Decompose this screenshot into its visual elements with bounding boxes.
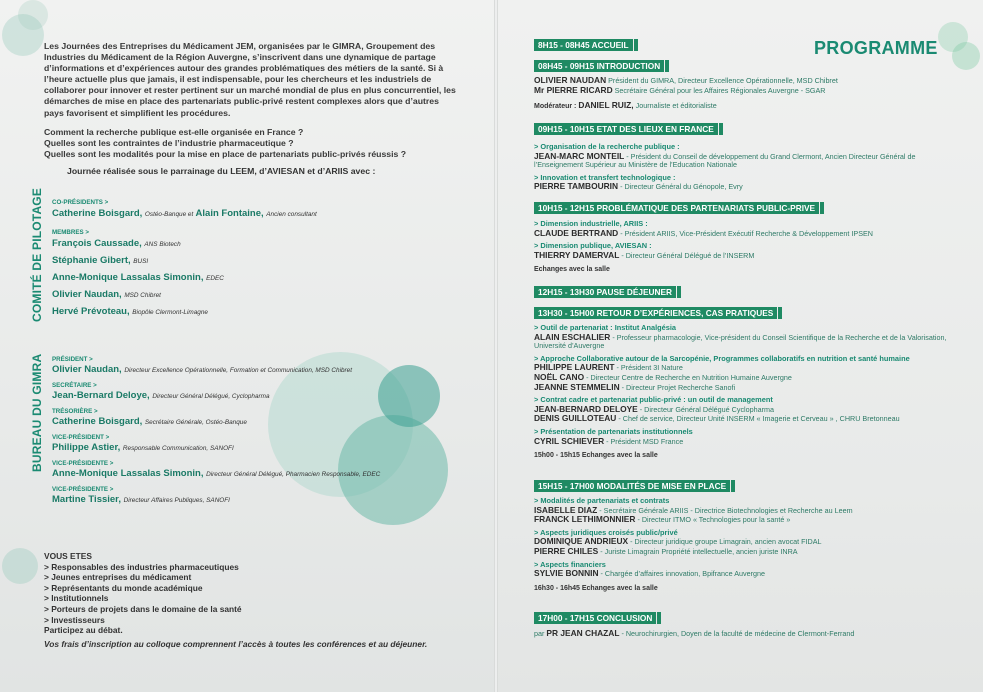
intro-questions [44, 127, 406, 160]
role-label: VICE-PRÉSIDENTE > [52, 486, 114, 493]
person-name: Alain Fontaine, [195, 208, 264, 219]
moderator-label: Modérateur : [534, 103, 577, 111]
audience-item: > Jeunes entreprises du médicament [44, 572, 192, 583]
programme-title: PROGRAMME [814, 38, 938, 58]
speaker-name: PR JEAN CHAZAL [546, 628, 620, 638]
person-line [52, 270, 472, 287]
conclusion-block [534, 629, 954, 639]
speaker-line [534, 86, 954, 96]
speaker-line [534, 515, 954, 525]
person-desc: Directeur Affaires Publiques, SANOFI [123, 497, 230, 504]
person-name: Hervé Prévoteau, [52, 306, 130, 317]
person-name: Anne-Monique Lassalas Simonin, [52, 468, 204, 479]
person-line [52, 206, 472, 223]
person-desc: ANS Biotech [144, 241, 181, 248]
speaker-name: CLAUDE BERTRAND [534, 227, 619, 238]
speaker-name: ALAIN ESCHALIER [534, 331, 611, 342]
person-name: Jean-Bernard Deloye, [52, 390, 150, 401]
speaker-line [534, 629, 954, 639]
audience-item: > Institutionnels [44, 593, 109, 604]
person-line [52, 493, 472, 507]
role-label: SECRÉTAIRE > [52, 382, 97, 389]
speaker-name: NOËL CANO [534, 371, 585, 382]
speaker-line [534, 363, 954, 373]
speaker-name: DANIEL RUIZ, [578, 100, 634, 111]
speaker-line [534, 547, 954, 557]
speaker-name: SYLVIE BONNIN [534, 568, 599, 579]
speaker-name: OLIVIER NAUDAN [534, 75, 607, 85]
person-name: Olivier Naudan, [52, 364, 122, 375]
page-fold [494, 0, 498, 692]
problematique-block [534, 220, 954, 275]
speaker-name: THIERRY DAMERVAL [534, 249, 620, 260]
decor-circle [952, 42, 980, 70]
slot-problematique: 10H15 - 12H15 PROBLÉMATIQUE DES PARTENARIATS PUBLIC-PRIVE [534, 202, 819, 214]
exchange-note: 15h00 - 15h15 Echanges avec la salle [534, 452, 658, 460]
role-label: VICE-PRÉSIDENTE > [52, 460, 114, 467]
speaker-name: PIERRE CHILES [534, 545, 599, 556]
gimra-label: BUREAU DU GIMRA [30, 353, 44, 472]
person-line [52, 253, 472, 270]
audience-section [44, 551, 427, 649]
topic-label: > Approche Collaborative autour de la Sarcopénie, Programmes collaboratifs en nutrition et santé humaine [534, 353, 910, 363]
exchange-note: Echanges avec la salle [534, 266, 610, 274]
audience-item: > Investisseurs [44, 614, 105, 625]
topic-label: > Présentation de partenariats institutionnels [534, 426, 693, 436]
person-line [52, 415, 472, 429]
pilotage-label: COMITÉ DE PILOTAGE [30, 187, 44, 322]
speaker-desc: - Président MSD France [606, 436, 684, 446]
slot-introduction: 08H45 - 09H15 INTRODUCTION [534, 60, 664, 72]
moderator-line [534, 101, 954, 112]
speaker-name: CYRIL SCHIEVER [534, 435, 605, 446]
speaker-name: DENIS GUILLOTEAU [534, 413, 617, 424]
speaker-desc: - Directeur Général du Génopole, Evry [620, 182, 743, 192]
person-desc: EDEC [206, 275, 224, 282]
person-desc: MSD Chibret [124, 292, 161, 299]
slot-conclusion: 17H00 - 17H15 CONCLUSION [534, 612, 656, 624]
speaker-desc: Journaliste et éditorialiste [635, 101, 717, 111]
speaker-line [534, 152, 954, 170]
topic-label: > Organisation de la recherche publique : [534, 142, 680, 151]
topic-label: > Aspects financiers [534, 559, 606, 569]
speaker-name: DOMINIQUE ANDRIEUX [534, 536, 629, 547]
person-name: Catherine Boisgard, [52, 208, 143, 219]
audience-item: > Représentants du monde académique [44, 582, 203, 593]
person-name: Philippe Astier, [52, 442, 121, 453]
audience-item: > Porteurs de projets dans le domaine de la santé [44, 603, 242, 614]
person-line [52, 236, 472, 253]
speaker-desc: - Directeur Projet Recherche Sanofi [621, 382, 736, 392]
audience-cta: Participez au débat. [44, 625, 123, 636]
speaker-line [534, 437, 954, 447]
speaker-desc: - Professeur pharmacologie, Vice-président du Conseil Scientifique de la Recherche et de la Valorisation, Université d’Auvergne [534, 332, 947, 351]
speaker-line [534, 383, 954, 393]
speaker-desc: - Président ARIIS, Vice-Président Exécutif Recherche & Développement IPSEN [620, 228, 873, 238]
person-desc: Ancien consultant [266, 211, 317, 218]
audience-item: > Responsables des industries pharmaceutiques [44, 561, 239, 572]
slot-retour: 13H30 - 15H00 RETOUR D’EXPÉRIENCES, CAS PRATIQUES [534, 307, 777, 319]
speaker-desc: - Directeur ITMO « Technologies pour la santé » [637, 515, 791, 525]
question: Quelles sont les modalités pour la mise en place de partenariats public-privés réussis ? [44, 149, 407, 159]
speaker-desc: - Directeur juridique groupe Limagrain, ancien avocat FIDAL [630, 537, 822, 547]
speaker-name: JEAN-MARC MONTEIL [534, 150, 625, 161]
person-name: Catherine Boisgard, [52, 416, 143, 427]
person-desc: Directeur Général Délégué, Cyclopharma [152, 393, 270, 400]
speaker-desc: - Juriste Limagrain Propriété intellectuelle, ancien juriste INRA [600, 546, 798, 556]
speaker-name: ISABELLE DIAZ [534, 504, 598, 515]
person-line [52, 441, 472, 455]
modalites-block [534, 497, 954, 593]
speaker-line [534, 251, 954, 261]
topic-label: > Aspects juridiques croisés public/privé [534, 527, 678, 537]
decor-circle [2, 548, 38, 584]
speaker-desc: - Chef de service, Directeur Unité INSERM « Imagerie et Cerveau » , CHRU Bretonneau [618, 414, 900, 424]
speaker-desc: - Directeur Général Délégué de l’INSERM [621, 250, 755, 260]
speaker-line [534, 182, 954, 192]
question: Quelles sont les contraintes de l’industrie pharmaceutique ? [44, 138, 294, 148]
person-name: Olivier Naudan, [52, 289, 122, 300]
topic-label: > Innovation et transfert technologique : [534, 172, 676, 182]
speaker-name: PIERRE TAMBOURIN [534, 181, 619, 192]
speaker-desc: - Neurochirurgien, Doyen de la faculté de médecine de Clermont-Ferrand [621, 629, 855, 638]
intro-text: Les Journées des Entreprises du Médicament JEM, organisées par le GIMRA, Groupement des Industries du Médicament de la Région Auvergne, s’inscrivent dans une dynamique de partage d’informations et d’expériences autour des grandes problématiques des métiers de la santé. Si à l’heure actuelle plus que jamais, il est indispensable, pour les chercheurs et les industriels de collaborer pour innover et rester pertinent sur un marché mondial de plus en plus concurrentiel, les démarches de mise en place des partenariats public-privé restent complexes alors que d’autres pays favorisent et simplifient les procédures. [44, 41, 456, 118]
topic-label: > Dimension industrielle, ARIIS : [534, 219, 648, 228]
speaker-line [534, 414, 954, 424]
pilotage-committee [52, 196, 472, 321]
topic-label: > Contrat cadre et partenariat public-privé : un outil de management [534, 395, 773, 405]
decor-circle [18, 0, 48, 30]
retour-block [534, 324, 954, 461]
speaker-name: PHILIPPE LAURENT [534, 362, 615, 373]
speaker-line [534, 569, 954, 579]
question: Comment la recherche publique est-elle organisée en France ? [44, 127, 304, 137]
role-label: VICE-PRÉSIDENT > [52, 434, 110, 441]
person-desc: Directeur Excellence Opérationnelle, Formation et Communication, MSD Chibret [124, 367, 353, 374]
person-desc: Directeur Général Délégué, Pharmacien Responsable, EDEC [206, 471, 381, 478]
introduction-block [534, 76, 954, 112]
speaker-name: FRANCK LETHIMONNIER [534, 514, 636, 525]
topic-label: > Dimension publique, AVIESAN : [534, 241, 652, 251]
speaker-desc: - Président 3I Nature [616, 363, 683, 373]
exchange-note: 16h30 - 16h45 Echanges avec la salle [534, 584, 658, 592]
role-label: TRÉSORIÈRE > [52, 408, 98, 415]
speaker-name: Mr PIERRE RICARD [534, 84, 613, 95]
gimra-board [52, 353, 472, 512]
audience-note: Vos frais d’inscription au colloque comprennent l’accès à toutes les conférences et au déjeuner. [44, 638, 428, 649]
person-desc: Secrétaire Générale, Ostéo-Banque [144, 419, 247, 426]
role-label: PRÉSIDENT > [52, 356, 93, 363]
etat-block [534, 143, 954, 192]
topic-label: > Modalités de partenariats et contrats [534, 496, 670, 505]
speaker-desc: - Chargée d’affaires innovation, Bpifrance Auvergne [600, 569, 766, 579]
person-line [52, 304, 472, 321]
person-line [52, 363, 472, 377]
role-label: MEMBRES > [52, 229, 89, 236]
speaker-desc: - Directeur Centre de Recherche en Nutrition Humaine Auvergne [586, 372, 792, 382]
topic-label: > Outil de partenariat : Institut Analgésia [534, 323, 677, 332]
person-name: Stéphanie Gibert, [52, 255, 131, 266]
role-label: CO-PRÉSIDENTS > [52, 199, 109, 206]
speaker-line [534, 333, 954, 351]
by-label: par [534, 629, 545, 638]
slot-accueil: 8H15 - 08H45 ACCUEIL [534, 39, 633, 51]
patronage-line: Journée réalisée sous le parrainage du LEEM, d’AVIESAN et d’ARIIS avec : [67, 166, 376, 176]
speaker-desc: - Directeur Général Délégué Cyclopharma [639, 404, 775, 414]
person-desc: Ostéo-Banque et [144, 211, 194, 218]
person-line [52, 467, 472, 481]
person-desc: Responsable Communication, SANOFI [122, 445, 234, 452]
speaker-desc: - Président du Conseil de développement du Grand Clermont, Ancien Directeur Général de l’Enseignement Supérieur au Ministère de l’Education Nationale [534, 151, 916, 170]
slot-etat-des-lieux: 09H15 - 10H15 ETAT DES LIEUX EN FRANCE [534, 123, 718, 135]
speaker-name: JEAN-BERNARD DELOYE [534, 403, 638, 414]
person-name: Martine Tissier, [52, 494, 121, 505]
speaker-name: JEANNE STEMMELIN [534, 381, 620, 392]
person-line [52, 287, 472, 304]
person-desc: Biopôle Clermont-Limagne [132, 309, 208, 316]
person-name: Anne-Monique Lassalas Simonin, [52, 272, 204, 283]
person-name: François Caussade, [52, 238, 142, 249]
person-line [52, 389, 472, 403]
speaker-desc: - Secrétaire Générale ARIIS - Directrice Biotechnologies et Recherche au Leem [599, 505, 853, 515]
intro-paragraph [44, 41, 459, 119]
speaker-desc: Secrétaire Général pour les Affaires Régionales Auvergne - SGAR [614, 85, 826, 95]
audience-title: VOUS ETES [44, 551, 92, 561]
slot-pause: 12H15 - 13H30 PAUSE DÉJEUNER [534, 286, 676, 298]
speaker-line [534, 229, 954, 239]
speaker-desc: Président du GIMRA, Directeur Excellence Opérationnelle, MSD Chibret [608, 76, 838, 85]
person-desc: BUSI [133, 258, 149, 265]
slot-modalites: 15H15 - 17H00 MODALITÉS DE MISE EN PLACE [534, 480, 730, 492]
